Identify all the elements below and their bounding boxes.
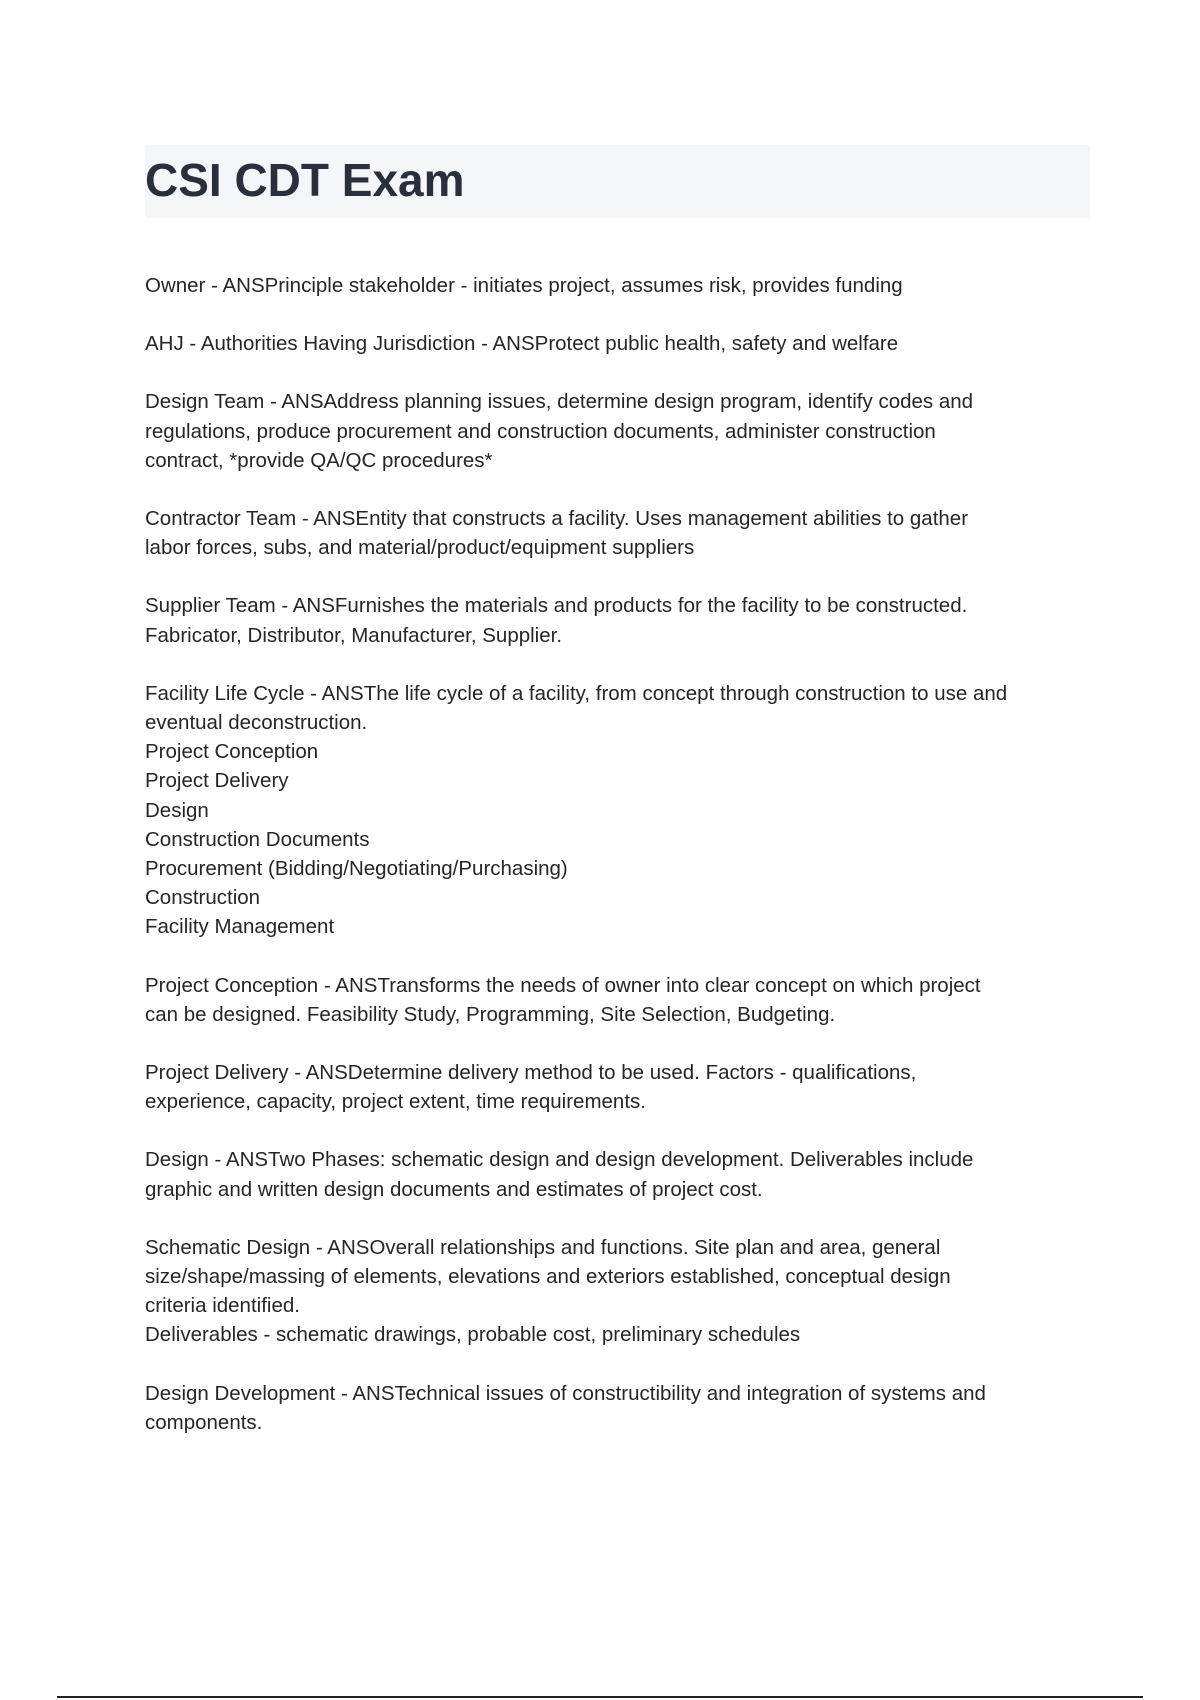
entry-text-line: can be designed. Feasibility Study, Programming, Site Selection, Budgeting. bbox=[145, 1002, 836, 1026]
entry-text-line: Facility Life Cycle - ANSThe life cycle of a facility, from concept through construction to use and bbox=[145, 681, 1008, 705]
entry-text-line: Contractor Team - ANSEntity that constructs a facility. Uses management abilities to gather bbox=[145, 507, 969, 531]
life-cycle-phase: Procurement (Bidding/Negotiating/Purchasing) bbox=[145, 857, 568, 881]
entry-owner bbox=[145, 271, 1090, 300]
entry-text-line: Design Team - ANSAddress planning issues, determine design program, identify codes and bbox=[145, 390, 974, 414]
entry-text-line: Deliverables - schematic drawings, probable cost, preliminary schedules bbox=[145, 1323, 801, 1347]
entry-text-line: contract, *provide QA/QC procedures* bbox=[145, 448, 493, 472]
life-cycle-phase: Facility Management bbox=[145, 915, 335, 939]
entry-text-line: experience, capacity, project extent, time requirements. bbox=[145, 1090, 646, 1114]
entry-text-line: Supplier Team - ANSFurnishes the materials and products for the facility to be constructed. bbox=[145, 594, 968, 618]
entry-design-team bbox=[145, 387, 1090, 475]
entry-design-development bbox=[145, 1379, 1090, 1437]
entry-text-line: criteria identified. bbox=[145, 1294, 300, 1318]
entry-text-line: size/shape/massing of elements, elevations and exteriors established, conceptual design bbox=[145, 1265, 951, 1289]
entry-text-line: graphic and written design documents and estimates of project cost. bbox=[145, 1177, 763, 1201]
entry-text-line: components. bbox=[145, 1410, 263, 1434]
entry-facility-life-cycle bbox=[145, 679, 1090, 942]
life-cycle-phase: Project Delivery bbox=[145, 769, 289, 793]
entry-text-line: Owner - ANSPrinciple stakeholder - initiates project, assumes risk, provides funding bbox=[145, 274, 903, 297]
footer-divider bbox=[57, 1696, 1143, 1698]
life-cycle-phase: Construction Documents bbox=[145, 827, 370, 851]
entry-text-line: Schematic Design - ANSOverall relationships and functions. Site plan and area, general bbox=[145, 1235, 941, 1259]
page-title: CSI CDT Exam bbox=[145, 154, 465, 206]
entry-text-line: eventual deconstruction. bbox=[145, 711, 368, 735]
entry-text-line: Fabricator, Distributor, Manufacturer, Supplier. bbox=[145, 623, 563, 647]
life-cycle-phase: Construction bbox=[145, 886, 261, 910]
entry-text-line: Project Conception - ANSTransforms the needs of owner into clear concept on which project bbox=[145, 973, 981, 997]
entry-text-line: AHJ - Authorities Having Jurisdiction - ANSProtect public health, safety and welfare bbox=[145, 332, 899, 356]
entry-supplier-team bbox=[145, 591, 1090, 649]
entry-text-line: labor forces, subs, and material/product/equipment suppliers bbox=[145, 536, 695, 560]
entry-project-delivery bbox=[145, 1058, 1090, 1116]
entry-text-line: Design - ANSTwo Phases: schematic design and design development. Deliverables include bbox=[145, 1148, 974, 1172]
entry-schematic-design bbox=[145, 1233, 1090, 1350]
life-cycle-phase: Project Conception bbox=[145, 740, 319, 764]
life-cycle-phase: Design bbox=[145, 798, 209, 822]
entry-text-line: regulations, produce procurement and construction documents, administer construction bbox=[145, 419, 936, 443]
title-banner bbox=[145, 145, 1090, 218]
entry-text-line: Project Delivery - ANSDetermine delivery method to be used. Factors - qualifications, bbox=[145, 1061, 917, 1085]
entry-text-line: Design Development - ANSTechnical issues of constructibility and integration of systems and bbox=[145, 1381, 986, 1405]
entry-project-conception bbox=[145, 971, 1090, 1029]
entry-ahj bbox=[145, 329, 1090, 358]
entry-contractor-team bbox=[145, 504, 1090, 562]
entry-design bbox=[145, 1145, 1090, 1203]
flashcard-list bbox=[145, 271, 1090, 1466]
